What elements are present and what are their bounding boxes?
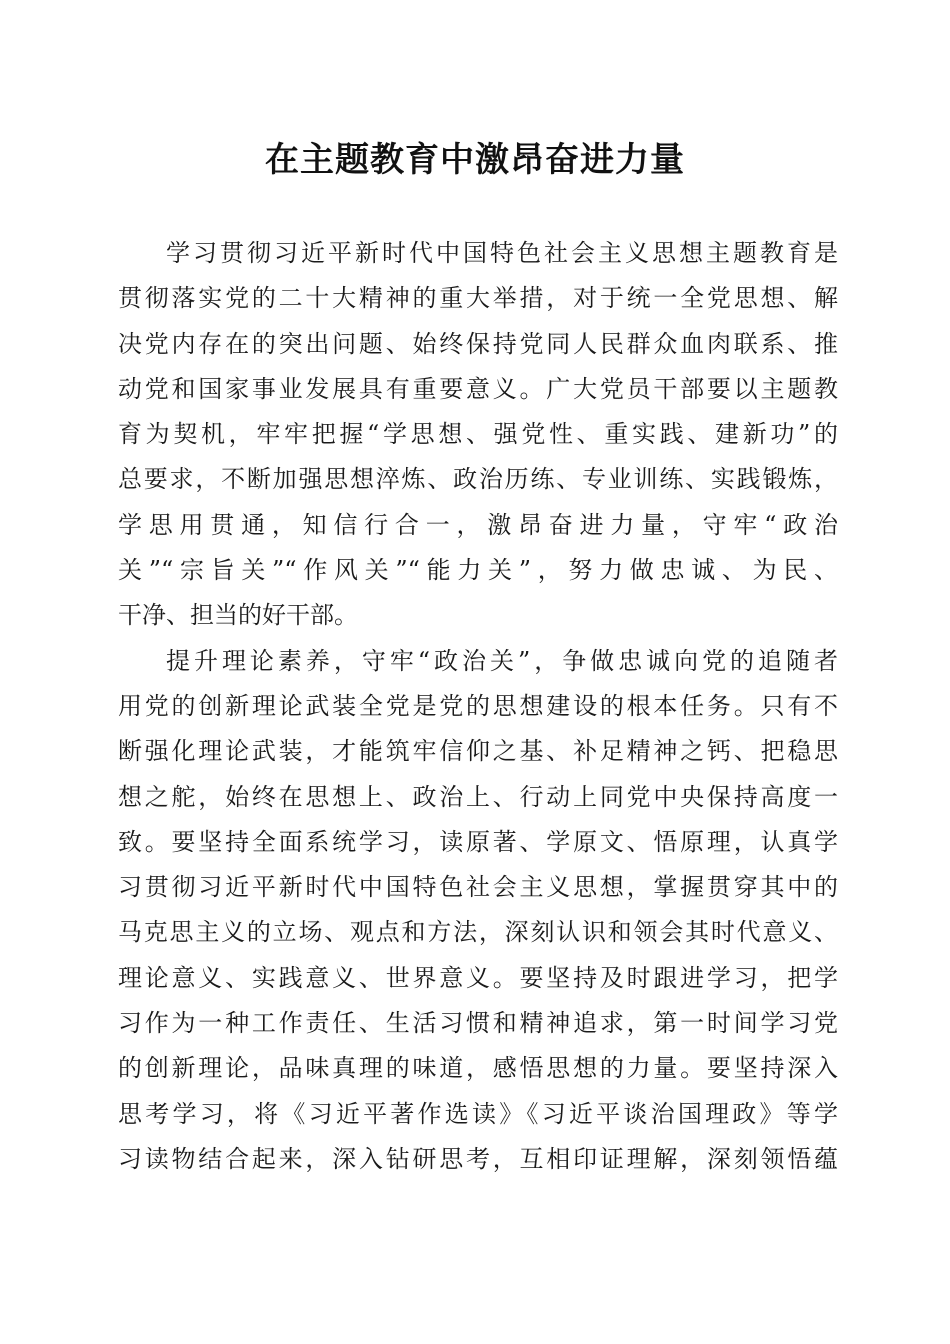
text-line: 动党和国家事业发展具有重要意义。广大党员干部要以主题教 xyxy=(118,374,838,403)
text-line: 断强化理论武装，才能筑牢信仰之基、补足精神之钙、把稳思 xyxy=(118,737,838,766)
text-line: 用党的创新理论武装全党是党的思想建设的根本任务。只有不 xyxy=(118,691,838,720)
text-line: 学思用贯通，知信行合一，激昂奋进力量，守牢“政治 xyxy=(118,510,838,539)
text-line: 想之舵，始终在思想上、政治上、行动上同党中央保持高度一 xyxy=(118,782,838,811)
text-line: 习读物结合起来，深入钻研思考，互相印证理解，深刻领悟蕴 xyxy=(118,1144,838,1173)
text-line: 学习贯彻习近平新时代中国特色社会主义思想主题教育是 xyxy=(166,239,838,267)
text-line: 干净、担当的好干部。 xyxy=(118,601,358,630)
text-line: 关”“宗旨关”“作风关”“能力关”，努力做忠诚、为民、 xyxy=(118,556,838,585)
text-line: 思考学习，将《习近平著作选读》《习近平谈治国理政》等学 xyxy=(118,1099,838,1128)
text-line: 的创新理论，品味真理的味道，感悟思想的力量。要坚持深入 xyxy=(118,1054,838,1083)
text-line: 习作为一种工作责任、生活习惯和精神追求，第一时间学习党 xyxy=(118,1009,838,1038)
text-line: 贯彻落实党的二十大精神的重大举措，对于统一全党思想、解 xyxy=(118,284,838,313)
text-line: 总要求，不断加强思想淬炼、政治历练、专业训练、实践锻炼， xyxy=(118,465,838,494)
text-line: 决党内存在的突出问题、始终保持党同人民群众血肉联系、推 xyxy=(118,329,838,358)
text-line: 育为契机，牢牢把握“学思想、强党性、重实践、建新功”的 xyxy=(118,420,838,449)
document-body xyxy=(118,231,838,1182)
text-line: 习贯彻习近平新时代中国特色社会主义思想，掌握贯穿其中的 xyxy=(118,873,838,902)
document-title: 在主题教育中激昂奋进力量 xyxy=(265,140,685,180)
text-line: 致。要坚持全面系统学习，读原著、学原文、悟原理，认真学 xyxy=(118,827,838,856)
text-line: 理论意义、实践意义、世界意义。要坚持及时跟进学习，把学 xyxy=(118,963,838,992)
text-line: 马克思主义的立场、观点和方法，深刻认识和领会其时代意义、 xyxy=(118,918,838,947)
section-heading-line: 提升理论素养，守牢“政治关”，争做忠诚向党的追随者 xyxy=(166,646,838,675)
